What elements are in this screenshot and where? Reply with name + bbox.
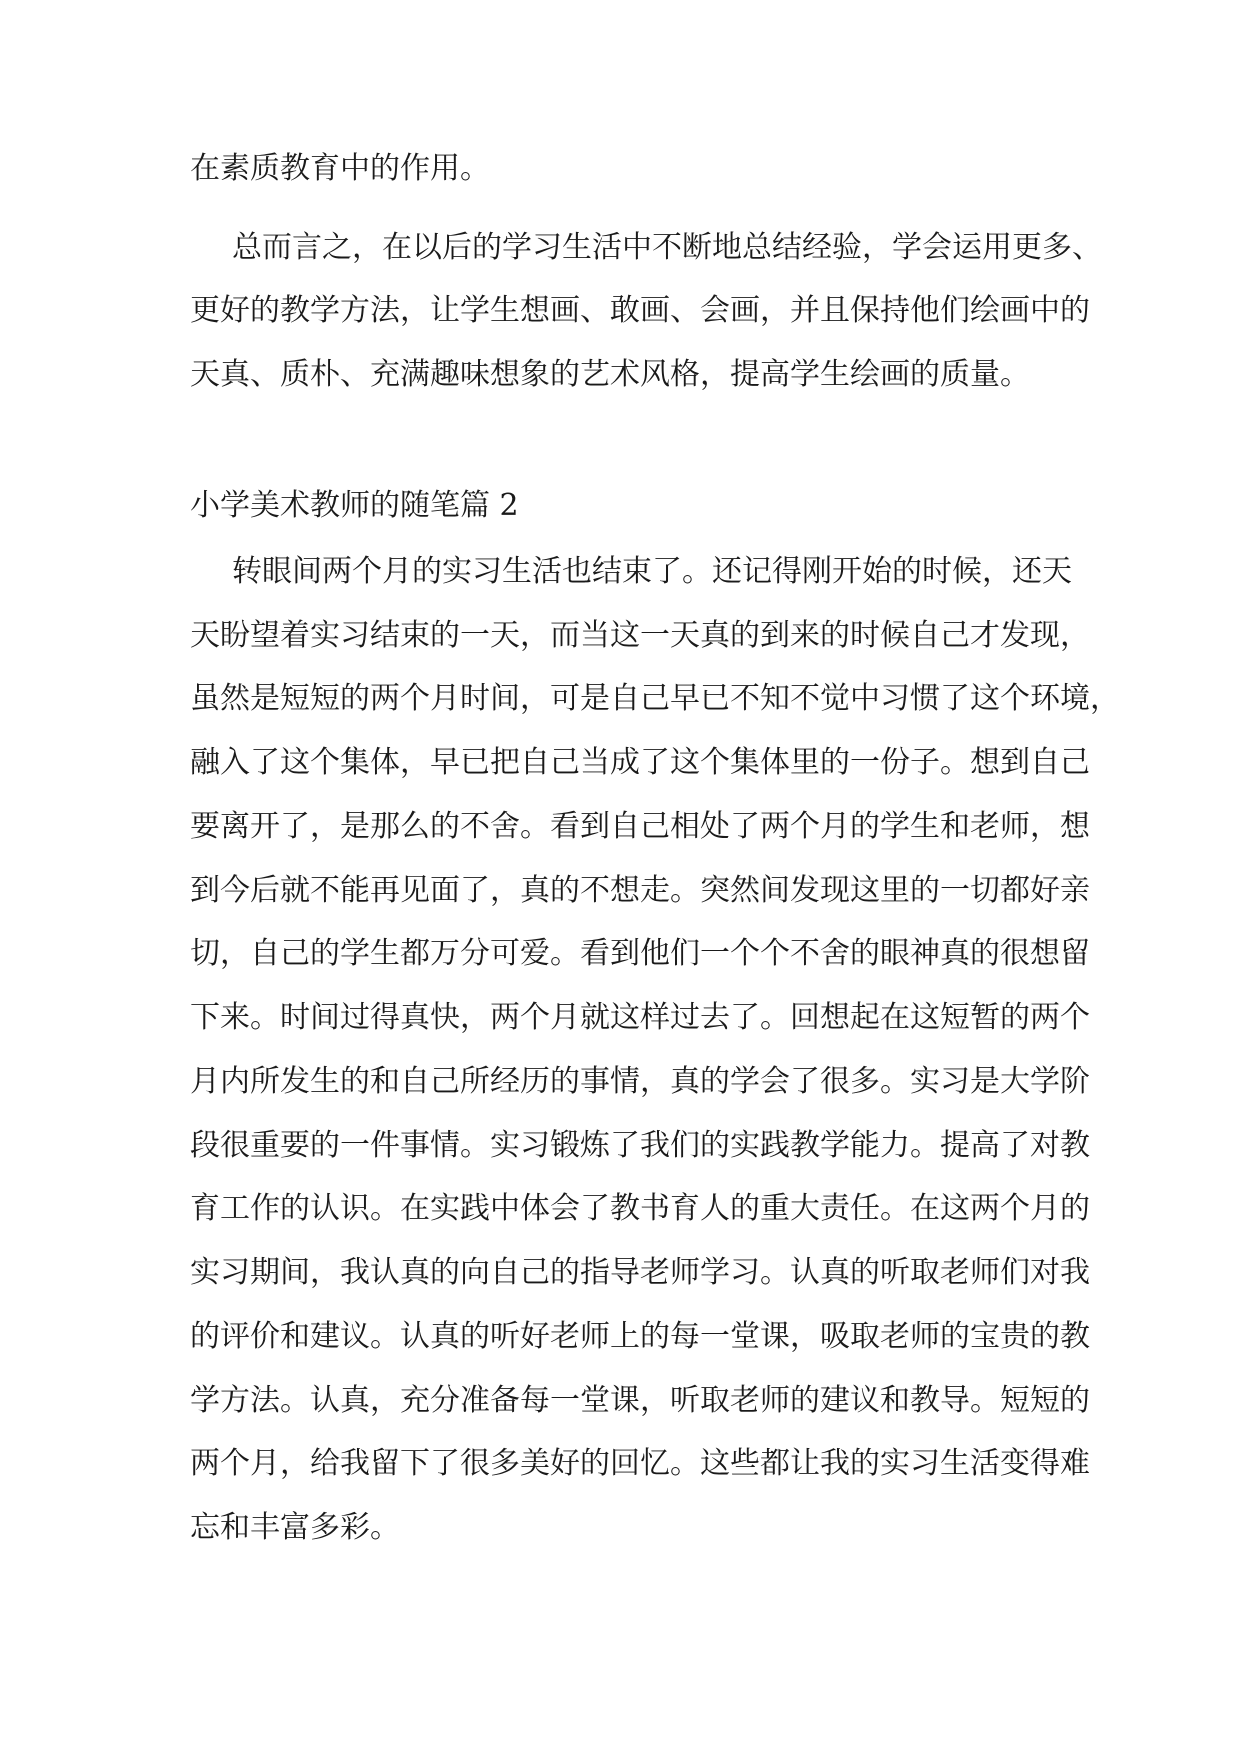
text-line: 更好的教学方法，让学生想画、敢画、会画，并且保持他们绘画中的 bbox=[190, 293, 1090, 328]
text-line: 下来。时间过得真快，两个月就这样过去了。回想起在这短暂的两个 bbox=[190, 1000, 1090, 1035]
section-heading: 小学美术教师的随笔篇 2 bbox=[190, 488, 519, 523]
text-line: 段很重要的一件事情。实习锻炼了我们的实践教学能力。提高了对教 bbox=[190, 1128, 1090, 1163]
text-line: 天真、质朴、充满趣味想象的艺术风格，提高学生绘画的质量。 bbox=[190, 357, 1030, 392]
text-line: 月内所发生的和自己所经历的事情，真的学会了很多。实习是大学阶 bbox=[190, 1064, 1090, 1099]
text-line: 实习期间，我认真的向自己的指导老师学习。认真的听取老师们对我 bbox=[190, 1255, 1090, 1290]
text-line: 切，自己的学生都万分可爱。看到他们一个个不舍的眼神真的很想留 bbox=[190, 936, 1090, 971]
paragraph-first-line: 总而言之，在以后的学习生活中不断地总结经验，学会运用更多、 bbox=[232, 230, 1102, 265]
text-line: 忘和丰富多彩。 bbox=[190, 1510, 400, 1545]
text-line: 学方法。认真，充分准备每一堂课，听取老师的建议和教导。短短的 bbox=[190, 1383, 1090, 1418]
text-line: 融入了这个集体，早已把自己当成了这个集体里的一份子。想到自己 bbox=[190, 745, 1090, 780]
text-line: 虽然是短短的两个月时间，可是自己早已不知不觉中习惯了这个环境， bbox=[190, 681, 1120, 716]
paragraph-first-line: 转眼间两个月的实习生活也结束了。还记得刚开始的时候，还天 bbox=[232, 554, 1072, 589]
text-line: 到今后就不能再见面了，真的不想走。突然间发现这里的一切都好亲 bbox=[190, 873, 1090, 908]
text-line: 育工作的认识。在实践中体会了教书育人的重大责任。在这两个月的 bbox=[190, 1191, 1090, 1226]
text-line: 的评价和建议。认真的听好老师上的每一堂课，吸取老师的宝贵的教 bbox=[190, 1319, 1090, 1354]
text-line: 天盼望着实习结束的一天，而当这一天真的到来的时候自己才发现， bbox=[190, 618, 1090, 653]
text-line: 两个月，给我留下了很多美好的回忆。这些都让我的实习生活变得难 bbox=[190, 1446, 1090, 1481]
text-line: 在素质教育中的作用。 bbox=[190, 151, 490, 186]
text-line: 要离开了，是那么的不舍。看到自己相处了两个月的学生和老师，想 bbox=[190, 809, 1090, 844]
